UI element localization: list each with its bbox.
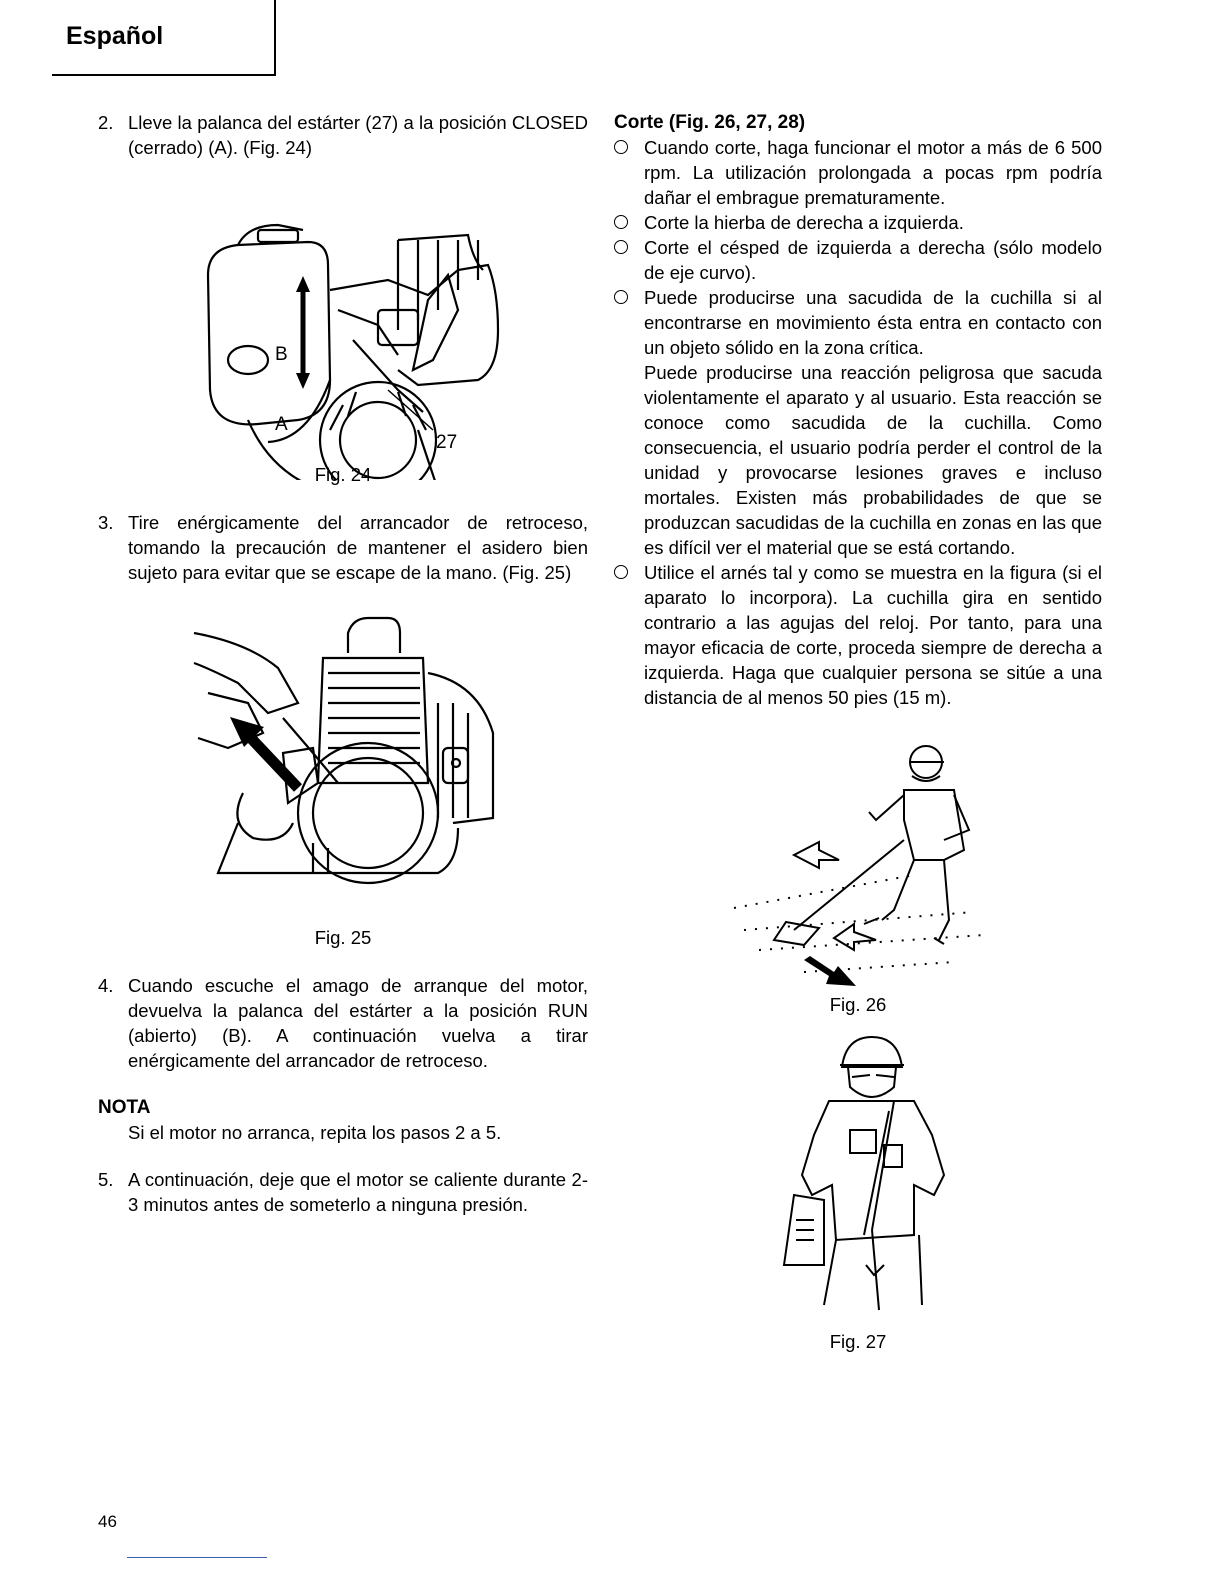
step-4: [98, 973, 588, 1073]
cutting-direction-illustration: [614, 740, 1102, 1000]
bullet-continuation: Puede producirse una reacción peligrosa que sacuda violentamente el aparato y al usuario. Esta reacción se conoce como sacudida de la cuchilla. Como consecuencia, el usuario podría perder el control de la unidad y provocarse lesiones graves e incluso mortales. Existen más probabilidades de que se produzcan sacudidas de la cuchilla en zonas en las que es difícil ver el material que se está cortando.: [644, 362, 1102, 558]
circle-bullet-icon: [614, 560, 644, 710]
language-heading: Español: [66, 22, 164, 50]
figure-24: [98, 180, 588, 487]
bullet-item: [614, 285, 1102, 560]
engine-choke-illustration: [98, 180, 588, 480]
step-2: [98, 110, 588, 160]
label-27: 27: [436, 432, 458, 453]
step-3: [98, 510, 588, 585]
step-text: Lleve la palanca del estárter (27) a la posición CLOSED (cerrado) (A). (Fig. 24): [128, 112, 588, 158]
figure-25: [98, 613, 588, 950]
step-number: 3.: [98, 512, 114, 533]
right-column: [614, 110, 1102, 1354]
label-b: B: [275, 344, 288, 365]
bullet-item: [614, 210, 1102, 235]
figure-27: [614, 1035, 1102, 1354]
circle-bullet-icon: [614, 235, 644, 285]
step-text: Tire enérgicamente del arrancador de retroceso, tomando la precaución de mantener el asidero bien sujeto para evitar que se escape de la mano. (Fig. 25): [128, 512, 588, 583]
bullet-text: Cuando corte, haga funcionar el motor a más de 6 500 rpm. La utilización prolongada a pocas rpm podría dañar el embrague prematuramente.: [644, 137, 1102, 208]
step-text: A continuación, deje que el motor se caliente durante 2-3 minutos antes de someterlo a ninguna presión.: [128, 1169, 588, 1215]
step-number: 5.: [98, 1169, 114, 1190]
bullet-item: [614, 560, 1102, 710]
fig-27-caption: Fig. 27: [829, 1331, 887, 1352]
bullet-text: Utilice el arnés tal y como se muestra en la figura (si el aparato lo incorpora). La cuchilla gira en sentido contrario a las agujas del reloj. Por tanto, para una mayor eficacia de corte, proceda siempre de derecha a izquierda. Haga que cualquier persona se sitúe a una distancia de al menos 50 pies (15 m).: [644, 562, 1102, 708]
fig-26-caption: Fig. 26: [829, 994, 887, 1015]
bullet-text: Corte el césped de izquierda a derecha (sólo modelo de eje curvo).: [644, 237, 1102, 283]
nota-text: Si el motor no arranca, repita los pasos 2 a 5.: [128, 1122, 502, 1143]
harness-user-illustration: [614, 1035, 1102, 1325]
step-5: [98, 1167, 588, 1217]
figure-26: [614, 740, 1102, 1017]
fig-24-caption: Fig. 24: [314, 464, 372, 485]
section-title: Corte (Fig. 26, 27, 28): [614, 112, 806, 133]
bullet-item: [614, 235, 1102, 285]
bullet-text: Corte la hierba de derecha a izquierda.: [644, 212, 964, 233]
step-text: Cuando escuche el amago de arranque del motor, devuelva la palanca del estárter a la posición RUN (abierto) (B). A continuación vuelva a tirar enérgicamente del arrancador de retroceso.: [128, 975, 588, 1071]
left-column: [98, 110, 588, 1217]
circle-bullet-icon: [614, 285, 644, 560]
recoil-starter-illustration: [98, 613, 588, 903]
nota-title: NOTA: [98, 1097, 151, 1118]
circle-bullet-icon: [614, 135, 644, 210]
label-a: A: [275, 414, 288, 435]
page-number: 46: [98, 1512, 117, 1531]
footer-divider: [127, 1557, 267, 1558]
fig-25-caption: Fig. 25: [314, 927, 372, 948]
bullet-text: Puede producirse una sacudida de la cuchilla si al encontrarse en movimiento ésta entra en contacto con un objeto sólido en la zona crítica.: [644, 287, 1102, 358]
circle-bullet-icon: [614, 210, 644, 235]
step-number: 4.: [98, 975, 114, 996]
step-number: 2.: [98, 112, 114, 133]
bullet-item: [614, 135, 1102, 210]
